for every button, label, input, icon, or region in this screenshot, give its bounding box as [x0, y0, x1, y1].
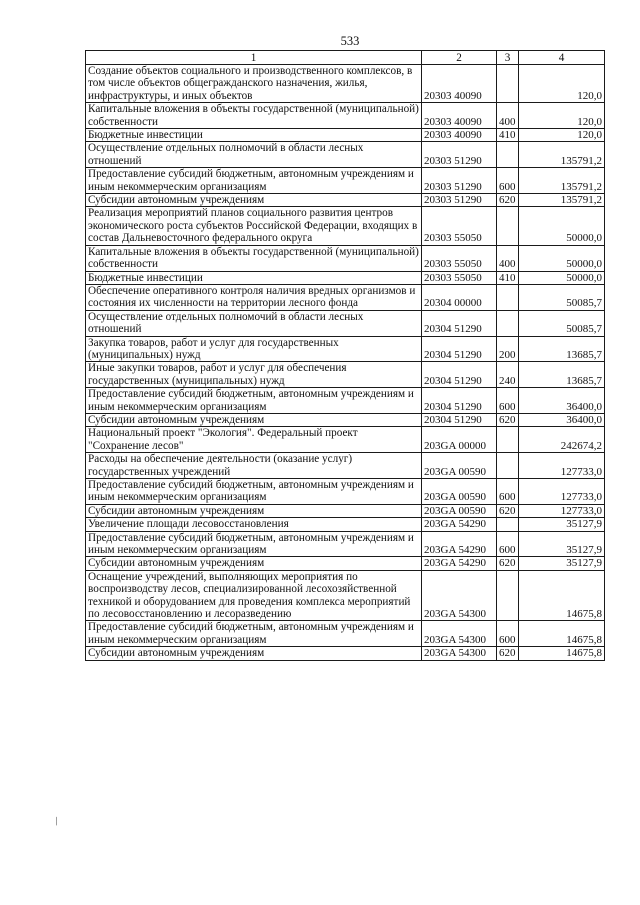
cell-type: 200 — [497, 336, 519, 362]
cell-name: Капитальные вложения в объекты государственной (муниципальной) собственности — [86, 103, 422, 129]
cell-amount: 120,0 — [519, 103, 605, 129]
cell-code: 203GA 54300 — [422, 570, 497, 621]
cell-name: Предоставление субсидий бюджетным, автономным учреждениям и иным некоммерческим организациям — [86, 479, 422, 505]
cell-type: 620 — [497, 194, 519, 207]
cell-code: 203GA 54290 — [422, 531, 497, 557]
cell-name: Обеспечение оперативного контроля наличия вредных организмов и состояния их численности на территории лесного фонда — [86, 284, 422, 310]
table-row — [86, 65, 605, 103]
cell-code: 20303 51290 — [422, 142, 497, 168]
cell-amount: 35127,9 — [519, 557, 605, 570]
column-header-name: 1 — [86, 51, 422, 65]
cell-type — [497, 65, 519, 103]
table-row — [86, 479, 605, 505]
cell-code: 203GA 00590 — [422, 504, 497, 517]
cell-type — [497, 310, 519, 336]
column-header-code: 2 — [422, 51, 497, 65]
table-row — [86, 570, 605, 621]
table-row — [86, 207, 605, 245]
cell-code: 203GA 54300 — [422, 621, 497, 647]
cell-name: Создание объектов социального и производственного комплексов, в том числе объектов общегражданского назначения, жилья, инфраструктуры, и иных объектов — [86, 65, 422, 103]
cell-type: 600 — [497, 479, 519, 505]
cell-amount: 50000,0 — [519, 271, 605, 284]
cell-type — [497, 453, 519, 479]
cell-amount: 50000,0 — [519, 245, 605, 271]
cell-amount: 35127,9 — [519, 531, 605, 557]
cell-name: Субсидии автономным учреждениям — [86, 557, 422, 570]
cell-type: 620 — [497, 557, 519, 570]
cell-type: 600 — [497, 168, 519, 194]
cell-amount: 135791,2 — [519, 168, 605, 194]
table-row — [86, 245, 605, 271]
table-row — [86, 310, 605, 336]
cell-type — [497, 518, 519, 531]
table-row — [86, 518, 605, 531]
table-row — [86, 271, 605, 284]
cell-amount: 50085,7 — [519, 310, 605, 336]
table-body — [86, 65, 605, 661]
cell-amount: 242674,2 — [519, 427, 605, 453]
table-row — [86, 142, 605, 168]
cell-amount: 50085,7 — [519, 284, 605, 310]
cell-amount: 127733,0 — [519, 479, 605, 505]
cell-name: Осуществление отдельных полномочий в области лесных отношений — [86, 310, 422, 336]
cell-name: Закупка товаров, работ и услуг для государственных (муниципальных) нужд — [86, 336, 422, 362]
cell-type — [497, 142, 519, 168]
cell-code: 20304 00000 — [422, 284, 497, 310]
table-row — [86, 388, 605, 414]
table-row — [86, 103, 605, 129]
cell-name: Предоставление субсидий бюджетным, автономным учреждениям и иным некоммерческим организациям — [86, 388, 422, 414]
cell-code: 20303 55050 — [422, 207, 497, 245]
cell-code: 20304 51290 — [422, 310, 497, 336]
cell-amount: 127733,0 — [519, 504, 605, 517]
budget-table — [85, 50, 605, 661]
cell-type: 620 — [497, 647, 519, 660]
cell-name: Предоставление субсидий бюджетным, автономным учреждениям и иным некоммерческим организациям — [86, 168, 422, 194]
cell-name: Бюджетные инвестиции — [86, 129, 422, 142]
page-number: 533 — [340, 34, 360, 48]
cell-code: 203GA 00590 — [422, 453, 497, 479]
cell-amount: 120,0 — [519, 65, 605, 103]
cell-name: Осуществление отдельных полномочий в области лесных отношений — [86, 142, 422, 168]
cell-type: 400 — [497, 103, 519, 129]
table-row — [86, 557, 605, 570]
cell-type: 620 — [497, 504, 519, 517]
cell-type: 600 — [497, 388, 519, 414]
cell-code: 20304 51290 — [422, 336, 497, 362]
cell-name: Субсидии автономным учреждениям — [86, 504, 422, 517]
cell-amount: 35127,9 — [519, 518, 605, 531]
table-row — [86, 194, 605, 207]
cell-name: Субсидии автономным учреждениям — [86, 647, 422, 660]
table-row — [86, 531, 605, 557]
cell-code: 203GA 54290 — [422, 557, 497, 570]
cell-amount: 127733,0 — [519, 453, 605, 479]
header-row — [86, 51, 605, 65]
cell-type — [497, 284, 519, 310]
margin-pen-mark: / — [52, 813, 61, 829]
cell-name: Оснащение учреждений, выполняющих мероприятия по воспроизводству лесов, специализированной лесохозяйственной техникой и оборудованием для проведения комплекса мероприятий по лесовосстановлению и лесоразведению — [86, 570, 422, 621]
table-row — [86, 453, 605, 479]
cell-code: 20303 51290 — [422, 168, 497, 194]
cell-type: 620 — [497, 413, 519, 426]
cell-type: 600 — [497, 531, 519, 557]
cell-code: 20304 51290 — [422, 413, 497, 426]
cell-name: Предоставление субсидий бюджетным, автономным учреждениям и иным некоммерческим организациям — [86, 621, 422, 647]
cell-code: 20303 51290 — [422, 194, 497, 207]
cell-code: 203GA 54300 — [422, 647, 497, 660]
cell-amount: 13685,7 — [519, 362, 605, 388]
table-row — [86, 413, 605, 426]
cell-amount: 14675,8 — [519, 570, 605, 621]
cell-name: Субсидии автономным учреждениям — [86, 413, 422, 426]
cell-name: Предоставление субсидий бюджетным, автономным учреждениям и иным некоммерческим организациям — [86, 531, 422, 557]
cell-code: 20303 40090 — [422, 103, 497, 129]
table-row — [86, 621, 605, 647]
cell-name: Реализация мероприятий планов социального развития центров экономического роста субъектов Российской Федерации, входящих в состав Дальневосточного федерального округа — [86, 207, 422, 245]
cell-amount: 50000,0 — [519, 207, 605, 245]
table-row — [86, 504, 605, 517]
cell-code: 20303 55050 — [422, 245, 497, 271]
cell-amount: 14675,8 — [519, 647, 605, 660]
cell-code: 20303 40090 — [422, 129, 497, 142]
cell-type: 410 — [497, 271, 519, 284]
cell-amount: 36400,0 — [519, 388, 605, 414]
cell-amount: 135791,2 — [519, 194, 605, 207]
cell-type: 410 — [497, 129, 519, 142]
cell-code: 20303 55050 — [422, 271, 497, 284]
cell-code: 203GA 54290 — [422, 518, 497, 531]
cell-type: 400 — [497, 245, 519, 271]
table-header — [86, 51, 605, 65]
cell-amount: 14675,8 — [519, 621, 605, 647]
cell-amount: 13685,7 — [519, 336, 605, 362]
table-row — [86, 336, 605, 362]
cell-type: 240 — [497, 362, 519, 388]
cell-name: Субсидии автономным учреждениям — [86, 194, 422, 207]
table-row — [86, 284, 605, 310]
cell-name: Бюджетные инвестиции — [86, 271, 422, 284]
cell-amount: 36400,0 — [519, 413, 605, 426]
cell-amount: 135791,2 — [519, 142, 605, 168]
cell-type — [497, 570, 519, 621]
cell-code: 20303 40090 — [422, 65, 497, 103]
cell-type — [497, 207, 519, 245]
cell-name: Капитальные вложения в объекты государственной (муниципальной) собственности — [86, 245, 422, 271]
column-header-amount: 4 — [519, 51, 605, 65]
cell-code: 203GA 00000 — [422, 427, 497, 453]
cell-code: 20304 51290 — [422, 388, 497, 414]
cell-amount: 120,0 — [519, 129, 605, 142]
cell-name: Увеличение площади лесовосстановления — [86, 518, 422, 531]
table-row — [86, 647, 605, 660]
cell-type — [497, 427, 519, 453]
cell-name: Национальный проект "Экология". Федеральный проект "Сохранение лесов" — [86, 427, 422, 453]
table-row — [86, 362, 605, 388]
cell-code: 20304 51290 — [422, 362, 497, 388]
table-row — [86, 427, 605, 453]
table-row — [86, 168, 605, 194]
table-row — [86, 129, 605, 142]
column-header-type: 3 — [497, 51, 519, 65]
cell-type: 600 — [497, 621, 519, 647]
cell-name: Расходы на обеспечение деятельности (оказание услуг) государственных учреждений — [86, 453, 422, 479]
cell-name: Иные закупки товаров, работ и услуг для обеспечения государственных (муниципальных) нужд — [86, 362, 422, 388]
cell-code: 203GA 00590 — [422, 479, 497, 505]
